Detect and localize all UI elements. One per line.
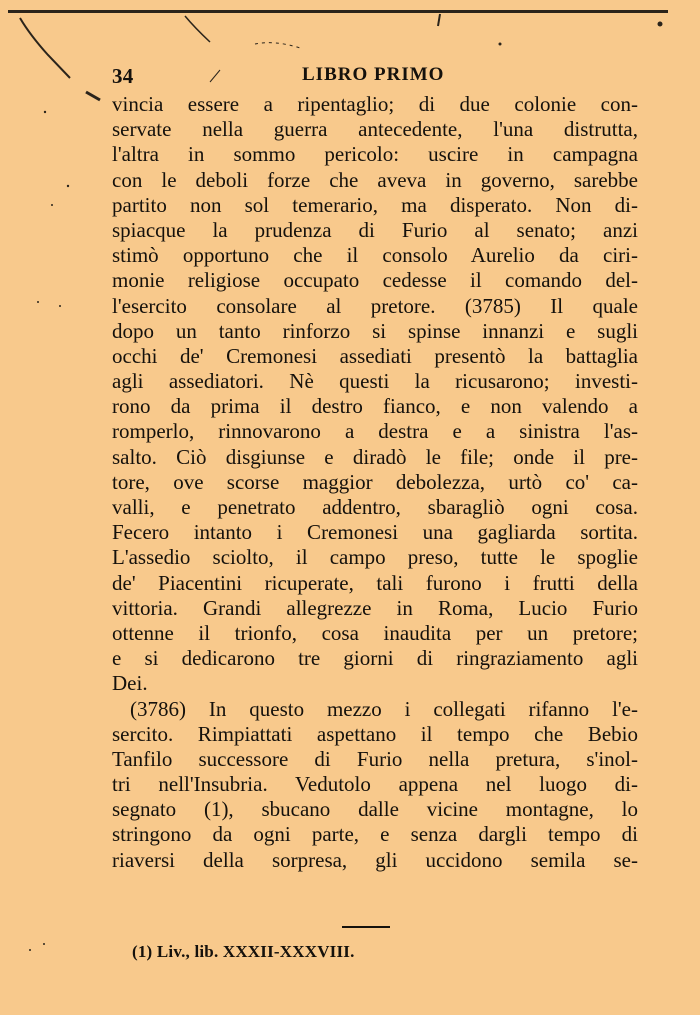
paragraph-start-line: (3786) In questo mezzo i collegati rifanno l'e- [130,696,638,721]
text-line: valli, e penetrato addentro, sbaragliò ogni cosa. [112,495,638,519]
body-text [112,92,638,873]
footnote-rule [342,926,390,928]
running-head: LIBRO PRIMO [302,64,445,85]
page-number: 34 [112,64,134,88]
text-line: occhi de' Cremonesi assediati presentò la battaglia [112,343,638,368]
text-line: tore, ove scorse maggior debolezza, urtò co' ca- [112,469,638,494]
text-line: sercito. Rimpiattati aspettano il tempo che Bebio [112,721,638,746]
text-line: vincia essere a ripentaglio; di due colonie con- [112,92,638,116]
text-line: l'esercito consolare al pretore. (3785) Il quale [112,293,638,318]
text-line: partito non sol temerario, ma disperato. Non di- [112,192,638,217]
text-line: l'altra in sommo pericolo: uscire in campagna [112,142,638,167]
text-line: segnato (1), sbucano dalle vicine montagne, lo [112,797,638,822]
text-line: rono da prima il destro fianco, e non valendo a [112,394,638,419]
text-line: spiacque la prudenza di Furio al senato; anzi [112,217,638,242]
text-line: L'assedio sciolto, il campo preso, tutte le spoglie [112,545,638,570]
footnote: (1) Liv., lib. XXXII-XXXVIII. [132,942,355,961]
text-line: agli assediatori. Nè questi la ricusarono; investi- [112,369,638,394]
text-line: de' Piacentini ricuperate, tali furono i frutti della [112,570,638,595]
text-line: romperlo, rinnovarono a destra e a sinistra l'as- [112,419,638,444]
text-line: Fecero intanto i Cremonesi una gagliarda sortita. [112,520,638,545]
text-line: dopo un tanto rinforzo si spinse innanzi e sugli [112,318,638,343]
text-line: stringono da ogni parte, e senza dargli tempo di [112,822,638,847]
text-line: e si dedicarono tre giorni di ringraziamento agli [112,646,638,671]
text-line: vittoria. Grandi allegrezze in Roma, Lucio Furio [112,595,638,620]
text-line: tri nell'Insubria. Vedutolo appena nel luogo di- [112,772,638,797]
text-line: con le deboli forze che aveva in governo, sarebbe [112,167,638,192]
text-line: Tanfilo successore di Furio nella pretura, s'inol- [112,746,638,771]
text-line: stimò opportuno che il consolo Aurelio da ciri- [112,243,638,268]
text-line: servate nella guerra antecedente, l'una distrutta, [112,117,638,142]
paragraph-end-line: Dei. [112,671,148,696]
text-line: salto. Ciò disgiunse e diradò le file; onde il pre- [112,444,638,469]
text-line: ottenne il trionfo, cosa inaudita per un pretore; [112,620,638,645]
text-line: monie religiose occupato cedesse il comando del- [112,268,638,293]
text-line: riaversi della sorpresa, gli uccidono semila se- [112,847,638,872]
